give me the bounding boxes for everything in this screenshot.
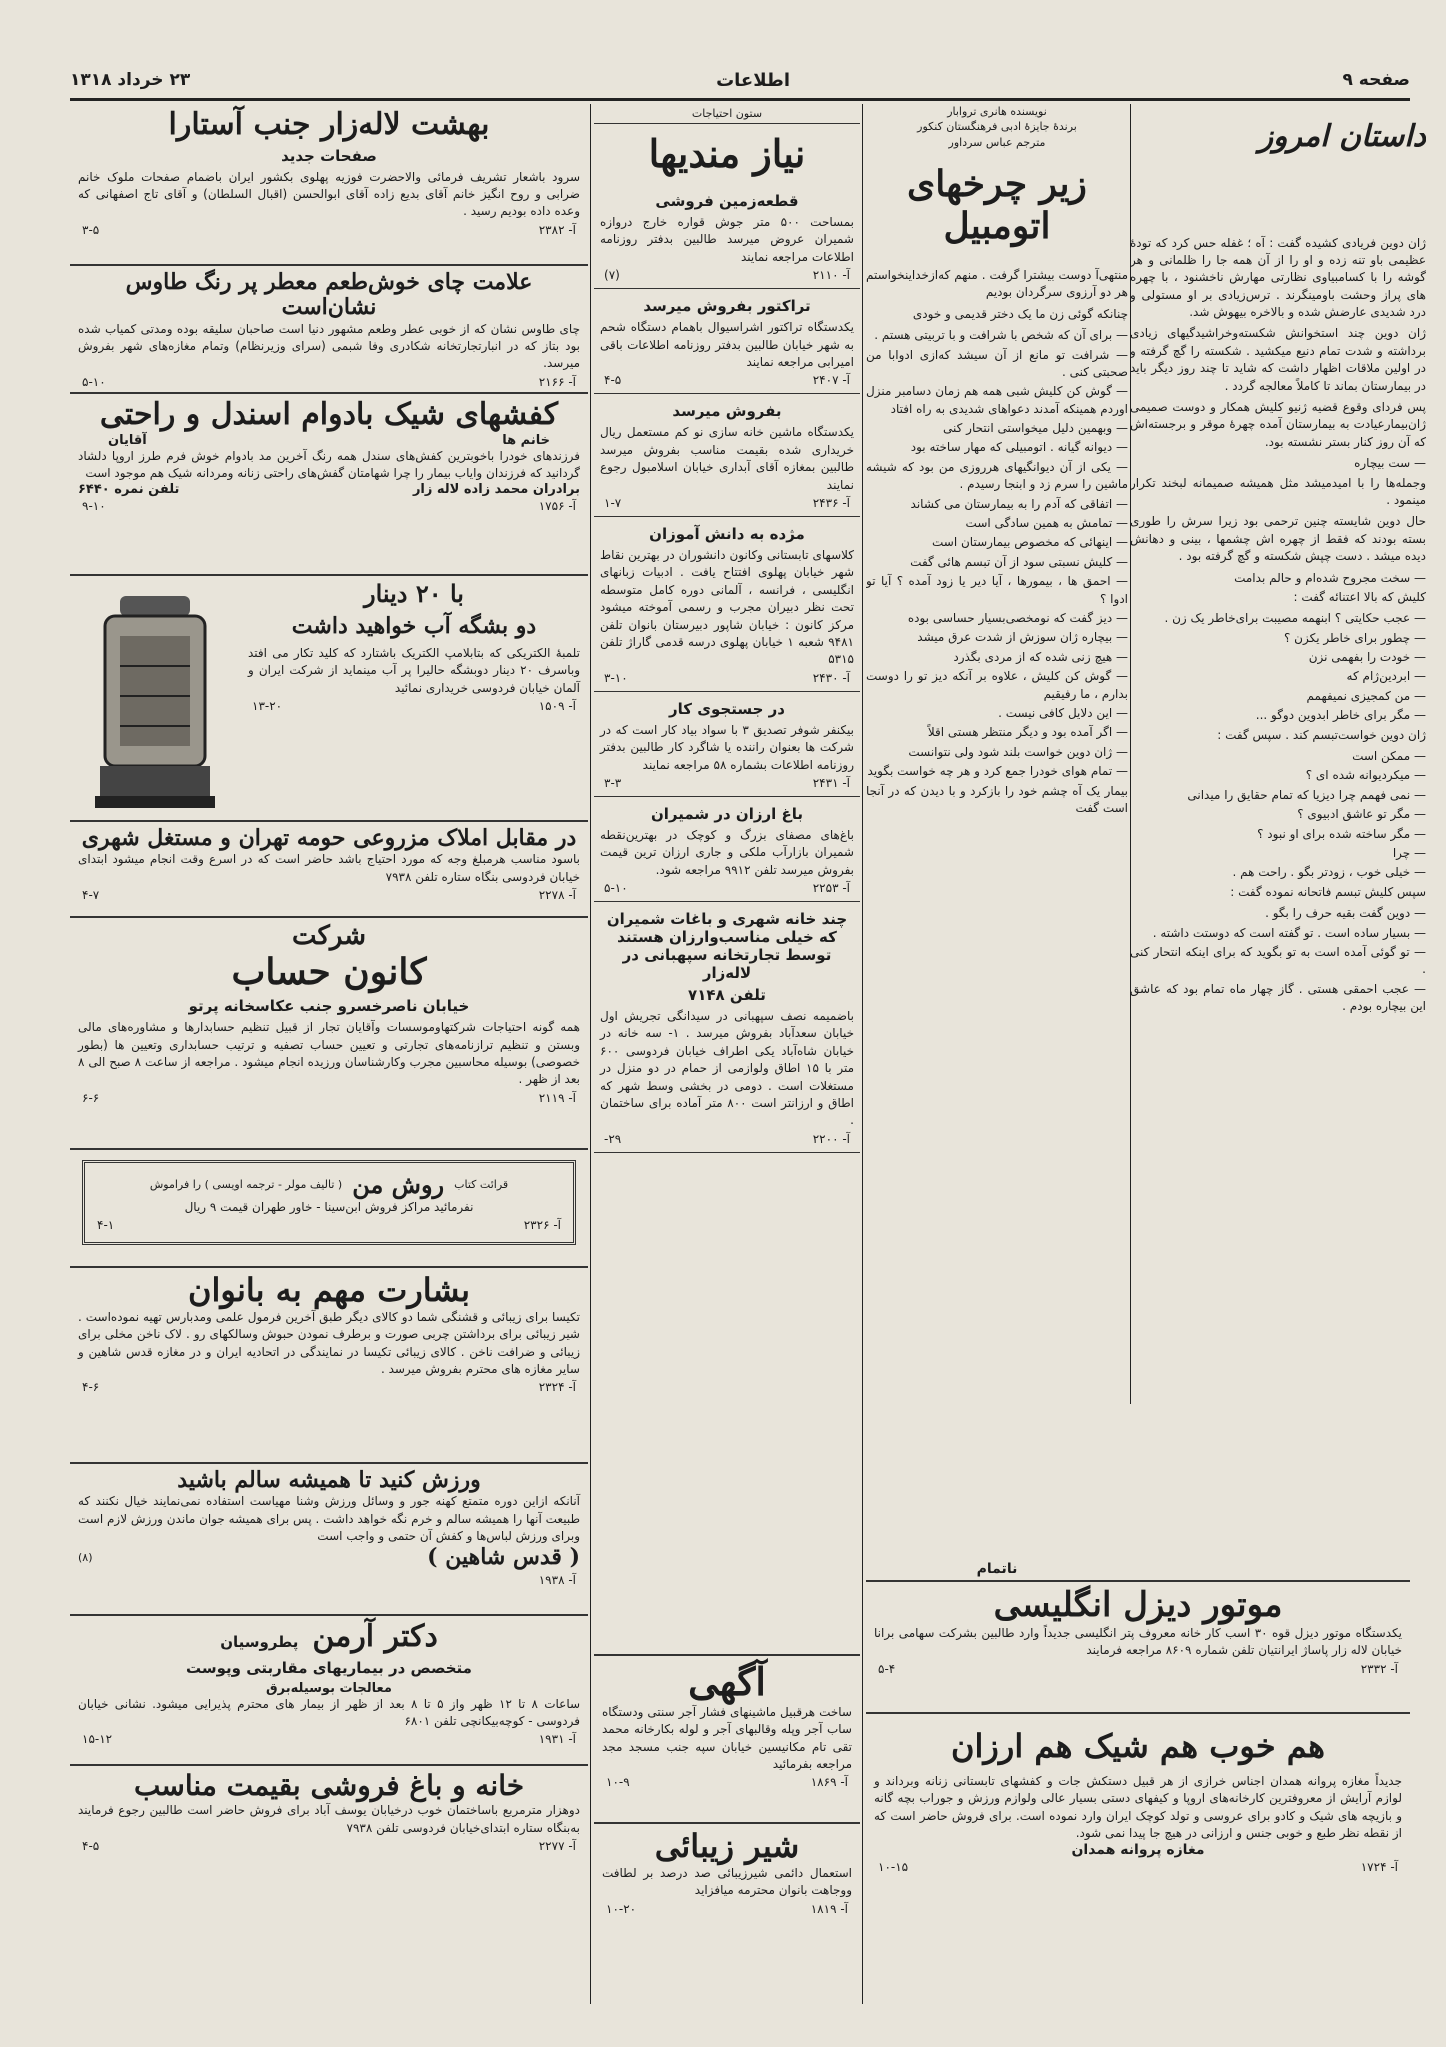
classified-body: بیکنفر شوفر تصدیق ۳ با سواد بیاد کار است که در شرکت ها بعنوان راننده یا شاگرد کار طالبین بدفتر روزنامه اطلاعات بشماره ۵۸ مراجعه نمایند — [600, 722, 854, 772]
classifieds-section: ستون احتیاجات — [594, 104, 860, 124]
classified-code: ۲۹- — [604, 1131, 622, 1146]
ad-loans — [70, 822, 588, 918]
ad-treatment: معالجات بوسیله‌برق — [266, 1680, 392, 1696]
classified-code: ۳-۳ — [604, 775, 622, 790]
ad-body: تلمبهٔ الکتریکی که بتابلامپ الکتریک باشتارد که کلید تکار می افتد وباسرف ۲۰ دینار دوبشگه حالیرا پر آب مینماید از شرکت ایران و آلمان خیابان فردوسی خریداری نمائید — [248, 645, 580, 695]
story-paragraph: حال دوین شایسته چنین ترحمی بود زیرا سرش را طوری بسته بودند که فقط از چهره اش چشمها ، بینی و دهانش دیده میشد . دست چپش شکسته‌ و گچ گرفته بود . — [1130, 514, 1426, 564]
classified-heading: تراکتور بفروش میرسد — [643, 297, 811, 316]
story-paragraph: — اتفاقی که آدم را به بیمارستان می کشاند — [910, 496, 1128, 511]
ad-title: آگهی — [688, 1659, 766, 1705]
col-divider — [590, 104, 591, 2004]
story-paragraph: — تو گوئی آمده است به تو بگوید که برای اینکه انتحار کنی . — [1130, 944, 1426, 977]
story-paragraph: بیمار یک‌ آه چشم خود را بازکرد و با دیدن که در آنجا است گفت — [866, 783, 1128, 815]
ad-ref: آ- ۱۸۶۹ — [810, 1775, 848, 1790]
story-paragraph: — عجب احمقی هستی . گاز چهار ماه تمام بود که عاشق این بیچاره بودم . — [1130, 981, 1426, 1014]
ad-code: ۳-۵ — [82, 222, 100, 237]
ad-title: کفشهای شیک بادوام‌ اسندل و راحتی — [99, 397, 559, 432]
ad-water-pump — [70, 576, 588, 822]
ad-beauty-milk — [594, 1824, 860, 1954]
story-paragraph: — برای آن که شخص با شرافت و با تربیتی هستم . — [874, 328, 1128, 343]
classified-item — [594, 902, 860, 1153]
classified-item — [594, 289, 860, 394]
story-paragraph: — ممکن است — [1352, 749, 1426, 764]
classified-ref: آ- ۲۲۵۳ — [812, 881, 850, 896]
ad-code: ۵-۱۰ — [82, 374, 106, 389]
ad-ref: آ- ۲۲۷۷ — [538, 1838, 576, 1853]
ad-ref: آ- ۱۸۱۹ — [810, 1901, 848, 1916]
story-end-word: ناتمام — [976, 1560, 1018, 1577]
story-paragraph: — تمام‌ هوای خودرا جمع کرد و هر چه خواست بگوید — [867, 764, 1128, 779]
header-rule — [70, 98, 1410, 101]
ad-subtitle: صفحات جدید — [281, 146, 377, 165]
ad-author: ( تالیف مولر - ترجمه اویسی ) را فراموش — [149, 1178, 343, 1192]
classified-heading: چند خانه شهری و باغات شمیران که خیلی مناسب‌وارزان هستند توسط تجارتخانه سپهبانی در لاله‌زار — [606, 910, 848, 983]
story-paragraph: کلیش که بالا اعتنائه گفت : — [1293, 589, 1426, 604]
ad-code: ۶-۶ — [82, 1090, 100, 1105]
ad-tavous-tea — [70, 266, 588, 394]
story-paragraph: — هیچ زنی شده که از مردی بگذرد — [953, 649, 1128, 664]
story-paragraph: — ست بیچاره — [1354, 456, 1426, 471]
story-paragraph: ژان دوین خواست‌تبسم کند . سپس گفت : — [1217, 727, 1426, 742]
story-paragraph: — عجب حکایتی ؟ ابنهمه‌ مصیبت برای‌خاطر یک زن . — [1164, 611, 1426, 626]
ad-code: ۴-۶ — [82, 1380, 100, 1395]
ad-book-ravesh — [70, 1150, 588, 1268]
page-header — [70, 70, 1410, 98]
ads-bottom-right — [866, 1580, 1410, 2002]
story-translator: مترجم عباس سرداور — [948, 135, 1046, 149]
issue-date: ۲۳ خرداد ۱۳۱۸ — [70, 70, 191, 90]
story-paragraph: — بیچاره ژان سوزش از شدت عرق‌ میشد — [917, 630, 1128, 645]
ad-shop: مغازه پروانه همدان — [1071, 1842, 1205, 1859]
ad-title: ورزش کنید تا همیشه سالم باشید — [177, 1467, 481, 1493]
ad-ref: آ- ۲۳۲۴ — [538, 1380, 576, 1395]
ad-shop: ( قدس شاهین ) — [427, 1544, 580, 1571]
story-paragraph: — مگر تو عاشق ادبیوی ؟ — [1297, 807, 1426, 822]
ad-body: سرود باشعار تشریف فرمائی والاحضرت فوزیه پهلوی بکشور ایران باضمام صفحات ملوک خانم ضرابی و روح انگیز خانم آقای بدیع زاده آقای ابوالحسن (اقبال السلطان) و آقای تاج اصفهانی که وعده داده بودیم رسید . — [78, 169, 580, 219]
ad-ref: آ- ۱۹۳۸ — [538, 1572, 576, 1587]
classified-body: بمساحت ۵۰۰ متر جوش قواره خارج دروازه شمیران عروض میرسد طالبین بدفتر روزنامه اطلاعات مراجعه نمایند — [600, 215, 855, 264]
story-paragraph: — تمامش به همین سادگی است — [965, 516, 1128, 531]
ad-ref: آ- ۱۷۵۶ — [538, 499, 576, 514]
classified-ref: آ- ۲۴۰۷ — [812, 373, 850, 388]
story-paragraph: — نمی فهمم چرا دیزیا که تمام حقایق را میدانی — [1187, 787, 1426, 802]
story-byline: نویسنده هانری تروابار — [947, 105, 1047, 118]
ad-subtitle: دو بشگه آب خواهید داشت — [291, 612, 537, 639]
col-divider — [862, 104, 863, 2004]
story-text-left — [866, 267, 1128, 1557]
story-paragraph: وجمله‌ها را با امیدمیشد مثل همیشه صمیمانه لبخند تکرار مینمود . — [1130, 475, 1426, 507]
ad-code: ۱۰-۲۰ — [606, 1901, 637, 1916]
story-paragraph: ژان دوین چند استخوانش شکسته‌وخراشیدگیهای زیادی برداشته و شدت تمام دنیع میکشید . شکسته را گچ گرفته و در اولین ملاقات اظهار داشت که شاید تا چند روز دیگر باید در بیمارستان بماند تا کاملاً معالجه گردد . — [1130, 326, 1426, 393]
ad-body: یکدستگاه موتور دیزل قوه ۳۰ اسب کار خانه معروف پتر انگلیسی جدیداً وارد طالبین بشرکت سهامی برانا خیابان لاله زار پاساژ ایرانتیان تلفن شماره ۸۶۰۹ مراجعه فرمایند — [874, 1626, 1402, 1658]
ad-code: ۴-۵ — [82, 1838, 100, 1853]
ad-title: روش من — [352, 1170, 445, 1199]
newspaper-title: اطلاعات — [716, 70, 790, 91]
classified-item — [594, 692, 860, 797]
story-paragraph: — چطور برای خاطر یکزن ؟ — [1283, 630, 1426, 645]
ad-address: خیابان ناصرخسرو جنب عکاسخانه پرتو — [188, 997, 470, 1016]
ad-diesel-motor — [866, 1582, 1410, 1714]
ad-title: بهشت لاله‌زار جنب آستارا — [168, 107, 490, 142]
classified-phone: تلفن ۷۱۴۸ — [688, 986, 766, 1005]
story-column-right — [1130, 120, 1426, 1400]
story-paragraph: — گوش کن کلیش ، علاوه بر آنکه دیز تو را دوست بدارم ، ما رفیقیم — [866, 669, 1128, 701]
ad-body: دو‌هزار مترمربع باساختمان خوب درخیابان یوسف آباد برای فروش حاضر است طالبین رجوع فرمایند به‌بنگاه ستاره ابتدای‌خیابان فردوسی تلفن ۷۹۳۸ — [78, 1803, 580, 1835]
story-paragraph: — مگر برای خاطر ابدوین دوگو ... — [1255, 708, 1426, 723]
classified-item — [594, 797, 860, 902]
classified-ref: آ- ۲۴۳۶ — [812, 495, 850, 510]
story-paragraph: — شرافت تو مانع از آن سیشد که‌ازی ادوابا من صحبتی کنی . — [866, 347, 1128, 379]
classified-heading: بفروش میرسد — [672, 402, 782, 421]
classified-item — [594, 394, 860, 517]
ad-body: چای طاوس نشان که از خوبی عطر وطعم مشهور دنیا است صاحبان سلیقه بوده ومدتی کمیاب شده بود بتاز که در انبارتجارتخانه شکادری وفا شبمی (سرای وزیرنظام) وتمام مغازه‌های شهر بفروش میرسد. — [78, 321, 580, 371]
ad-code: ۴-۱ — [97, 1217, 115, 1232]
story-paragraph: — چرا — [1392, 846, 1426, 860]
ad-title: دکتر آرمن — [312, 1619, 438, 1654]
story-paragraph: — من کمجیزی نمیفهمم — [1306, 688, 1426, 703]
ad-title-prefix: شرکت — [291, 921, 367, 951]
story-text-right — [1130, 235, 1426, 1016]
ad-code: ۱۰-۱۵ — [878, 1860, 909, 1875]
ad-body: همه گونه احتیاجات شرکتها‌وموسسات وآقایان تجار از قبیل تنظیم حسابدارها و مشاوره‌های مالی وبستن و تنظیم ترازنامه‌های تجارتی و تعیین حساب تصفیه و ترتیب حسابداری وتعیین ها (بطور خصوصی) بوسیله محاسبین مجرب وکارشناسان ورزیده انجام میشود . مراجعه از ساعت ۸ صبح الی ۸ بعد از ظهر . — [78, 1020, 580, 1087]
ad-prefix: قرائت کتاب — [454, 1178, 509, 1192]
story-paragraph: — ژان دوین خواست بلند شود ولی نتوانست — [908, 744, 1128, 759]
ad-body: نفرمائید مراکز فروش ابن‌سینا - خاور طهران قیمت ۹ ریال — [184, 1199, 474, 1214]
classifieds-title: نیاز مندیها — [648, 131, 806, 177]
story-title: زیر چرخهای اتومبیل — [907, 163, 1087, 247]
story-paragraph: پس فردای وقوع قضیه ژنیو کلیش همکار و دوست صمیمی ژان‌بیمارعیادت به بیمارستان آمده چهرهٔ موقر و برجسته‌اش که آن روز کنار بستر نشسته بود. — [1130, 400, 1426, 449]
ad-code: ۵-۴ — [878, 1661, 896, 1676]
section-title: داستان امروز — [1258, 120, 1426, 154]
ad-subtitle-men: آقایان — [108, 432, 147, 448]
classified-code: ۱-۷ — [604, 495, 622, 510]
classified-body: کلاسهای تابستانی وکانون دانشوران در بهترین نقاط شهر خیابان پهلوی افتتاح یافت . ادبیات زبانهای انگلیسی ، فرانسه ، آلمانی دوره کامل متوسطه تحت نظر دبیران مجرب و رسمی آموخته میشود مرکز کانون : خیابان شاپور دبیرستان بانوان تلفن ۹۴۸۱ شعبه ۱ خیابان پهلوی درسه قدمی گاراژ تلفن ۵۳۱۵ — [600, 547, 854, 667]
ad-doctor-armen — [70, 1616, 588, 1766]
ad-parvaneh-hamedan — [866, 1714, 1410, 1994]
story-paragraph: — خودت را بفهمی نزن — [1308, 650, 1426, 665]
story-paragraph: — وبهمین دلیل میخواستی انتحار کنی — [943, 421, 1128, 436]
story-paragraph: — دیز گفت که نومخصی‌بسیار حساسی بوده — [907, 610, 1128, 625]
classified-code: (۷) — [604, 268, 620, 283]
story-paragraph: — کلیش نسبتی سود از آن تبسم هائی گفت — [910, 554, 1128, 569]
page-number: صفحه ۹ — [1342, 70, 1410, 90]
classified-code: ۳-۱۰ — [604, 670, 628, 685]
story-paragraph: — سخت مجروح شده‌ام و حالم بدامت — [1234, 570, 1426, 585]
classified-body: باضمیمه نصف‌ سپهبانی در سیدانگی تجریش اول خیابان سعدآباد بفروش میرسد . ۱- سه خانه در خیابان شاه‌آباد یکی اطراف خیابان فردوسی ۶۰۰ متر با ۱۵ اطاق ولوازمی از حمام در دو منزل در مستغلات است . دومی در بخشی وسط شهر که اطاق و ارزانتر است ۸۰۰ متر آماده برای ساختمان . — [600, 1009, 855, 1128]
classified-code: ۴-۵ — [604, 373, 622, 388]
classified-heading: باغ ارزان در شمیران — [650, 804, 804, 823]
story-paragraph: — اگر آمده بود و دیگر منتظر هستی اقلاً — [927, 725, 1128, 740]
ad-kanoon-hesab — [70, 918, 588, 1150]
ad-tekisa — [70, 1268, 588, 1464]
story-paragraph: — مگر ساخته شده برای او نبود ؟ — [1257, 826, 1426, 841]
story-paragraph: سپس کلیش تبسم فاتحانه نموده گفت : — [1230, 884, 1426, 899]
ad-sport — [70, 1464, 588, 1616]
ad-ref: آ- ۲۱۱۹ — [538, 1090, 576, 1105]
ad-title: هم خوب هم شیک هم ارزان — [951, 1727, 1325, 1765]
ad-ref: آ- ۲۲۷۸ — [538, 888, 576, 903]
story-paragraph: ژان دوین فریادی کشیده گفت : آه ؛ غفله حس کرد که تودهٔ عظیمی باو تنه زده و او را از آن همه جا را ظلمانی و هر گوشه را با کسامبیاوی نظارتی مهارش ناخشنود ، با چهره های پراز وحشت باومینگرند . ترس‌زیادی بر او مستولی و درد شدیدی عارضش شده و بالاخره بیهوش شد. — [1130, 235, 1426, 320]
ad-brick-machine — [594, 1654, 860, 1824]
ad-ref: آ- ۱۵۰۹ — [538, 699, 576, 714]
classified-body: باغ‌های مصفای بزرگ و کوچک در بهترین‌نقطه شمیران بازارآب ملکی و جاری ارزان ترین قیمت بفروش میرسد تلفن ۹۹۱۲ مراجعه شود. — [600, 827, 854, 877]
classified-code: ۵-۱۰ — [604, 881, 628, 896]
ad-title: شیر زیبائی — [654, 1827, 800, 1866]
story-paragraph: — بسیار ساده است . تو گفته است که دوستت داشته . — [1152, 925, 1426, 940]
ad-laleh-zar — [70, 104, 588, 266]
ad-ref: آ- ۲۱۶۶ — [538, 374, 576, 389]
ad-title: با ۲۰ دینار — [363, 579, 464, 608]
ad-body: آنانکه ازاین دوره متمتع کهنه جور و وسائل ورزش وشنا مهیاست استفاده نمی‌نمایند خیال نکنند که طبیعت آنها را همیشه سالم و خرم نگه خواهد داشت . پس برای همیشه جوان ماندن ورزش لازم است وبرای ورزش لباس‌ها و کفش آن حتمی و واجب است — [78, 1494, 580, 1544]
story-paragraph: — یکی از آن دیوانگیهای هرروزی من بود که شیشه ماشین را سرم زد و ابنجا رسیدم . — [866, 459, 1128, 492]
ad-ref: آ- ۲۳۸۲ — [538, 222, 576, 237]
ad-title: بشارت مهم به بانوان — [188, 1271, 470, 1309]
ad-shoes — [70, 394, 588, 576]
story-paragraph: — ابردین‌ژ‌ام که — [1346, 669, 1426, 684]
story-paragraph: — گوش کن کلیش شبی همه هم زمان دسامبر منزل اوردم همینکه آمدند‌ دعواهای شدیدی به راه افتاد — [866, 384, 1128, 416]
story-paragraph: منتهی‌آ دوست بیشترا گرفت . منهم که‌از‌خداینخواستم‌ هر دو آرزوی سرگردان بودیم — [866, 267, 1128, 300]
story-paragraph: — دوین گفت بقیه حرف را بگو . — [1265, 906, 1426, 921]
ad-body: ساعات ۸ تا ۱۲ ظهر واز ۵ تا ۸ بعد از ظهر از بیمار های محترم پذیرایی میشود. نشانی خیابان فردوسی - کوچه‌بیکانچی تلفن ۶۸۰۱ — [78, 1696, 581, 1728]
ad-code: ۱۳-۲۰ — [252, 699, 283, 714]
ad-body: فرزندهای خودرا باخوبترین کفش‌های سندل همه رنگ آخرین مد بادوام خوش فرم طرز اروپا دلشاد گردانید که فرزندان وایاب بیمار را چرا شهامتان گفش‌های راحتی زنانه ومردانه شیک هم موجود است — [78, 448, 580, 480]
ad-phone: تلفن نمره ۶۴۴۰ — [78, 482, 180, 498]
ad-code: ۱۵-۱۲ — [82, 1732, 113, 1747]
ad-ref: آ- ۲۳۲۶ — [523, 1217, 561, 1232]
classified-item — [594, 184, 860, 289]
classifieds-column — [594, 104, 860, 2004]
ad-ref: آ- ۱۷۲۴ — [1360, 1860, 1398, 1875]
classified-item — [594, 517, 860, 692]
classified-body: یکدستگاه ماشین خانه سازی نو کم‌ مستعمل ریال خریداری شده بقیمت مناسب بفروش میرسد طالبین بمغازه آقای آبداری خیابان اسلامبول رجوع نمایند — [600, 425, 854, 492]
ad-title: در مقابل املاک مزروعی حومه تهران و مستغل شهری — [81, 825, 577, 851]
ad-code: ۴-۷ — [82, 888, 100, 903]
classified-ref: آ- ۲۲۰۰ — [812, 1131, 850, 1146]
ad-ref: آ- ۲۳۳۲ — [1360, 1661, 1398, 1676]
ad-title: موتور دیزل انگلیسی — [993, 1585, 1283, 1625]
story-paragraph: چنانکه گوئی زن ما یک دختر قدیمی و خودی — [912, 306, 1128, 321]
ad-subtitle-women: خانم ها — [502, 432, 550, 448]
classified-heading: مژده به دانش آموزان — [649, 524, 805, 543]
ad-ref: آ- ۱۹۳۱ — [538, 1732, 576, 1747]
ad-code: ۹-۱۰ — [82, 499, 106, 514]
ad-body: باسود مناسب هرمبلغ وجه که مورد احتیاج باشد حاضر است که در اسرع وقت انجام میشود ابتدای خیابان فردوسی بنگاه ستاره تلفن ۷۹۳۸ — [78, 852, 580, 884]
classified-list — [594, 184, 860, 1654]
water-pump-illustration-icon — [80, 586, 230, 816]
ad-house-garden — [70, 1766, 588, 1878]
classified-ref: آ- ۲۴۳۰ — [812, 670, 850, 685]
classified-heading: در جستجوی کار — [669, 699, 785, 718]
classified-body: یکدستگاه تراکتور اشراسیوال باهمام دستگاه شحم به شهر خیابان طالبین بدفتر روزنامه اطلاعات باقی امیرابی مراجعه نمایند — [600, 320, 854, 370]
story-paragraph: — این دلایل کافی نیست . — [998, 705, 1128, 720]
ad-body: تکیسا برای‌ زیبائی و قشنگی‌ شما دو کالای‌ دیگر طبق آخرین‌ فرمول علمی‌ ومدبارس‌ تهیه‌ نموده‌است . شیر زیبائی برای برداشتن چربی صورت و برطرف نمودن حبوش وسالکهای رو . لاک ناخن مخلی برای زیبائی و ضرافت ناخن . کالای زیبائی تکیسا در نمایندگی در اتحادیه ایران و در مغازه قدس شاهین و سایر مغازه های محترم بفروش میرسد . — [78, 1309, 580, 1376]
story-paragraph: — احمق ها ، بیمورها ، آیا دیر یا زود آمده ؟ آیا تو ادوا ؟ — [866, 574, 1128, 606]
classified-heading: قطعه‌زمین فروشی — [655, 192, 799, 211]
story-paragraph: — اینهائی که مخصوص بیمارستان است — [932, 535, 1128, 550]
ad-number: (۸) — [78, 1551, 93, 1565]
story-paragraph: — دیوانه گیانه . اتومبیلی که مهار ساخته بود — [910, 440, 1128, 455]
ad-body: استعمال دائمی شیرزیبائی صد درصد بر لطافت ووجاهت بانوان محترمه میافزاید — [602, 1865, 852, 1898]
story-prize-line: برندهٔ جایزهٔ ادبی فرهنگستان کنکور — [917, 120, 1077, 134]
story-paragraph: — میکردیوانه شده ای ؟ — [1305, 768, 1426, 783]
ad-title: علامت چای خوش‌طعم معطر پر رنگ طاوس نشان‌است — [125, 269, 533, 321]
ad-code: ۱۰-۹ — [606, 1775, 630, 1790]
ad-surname: پطروسیان — [220, 1632, 299, 1651]
ad-shop: برادران محمد زاده لاله زار — [412, 482, 580, 498]
ad-body: ساخت هرقبیل ماشینهای فشار آجر سنتی ودستگاه ساب آجر وپله وقالبهای آجر و لوله بکارخانه محمد تقی تام مکانیسین خیابان سپه جنب مسجد مجد مراجعه بفرمائید — [602, 1704, 852, 1771]
ad-specialty: متخصص در بیماریهای مقاربتی وپوست — [186, 1658, 472, 1677]
ad-title: کانون حساب — [231, 950, 427, 993]
ad-body: جدیداً مغازه پروانه همدان اجناس خرازی از هر قبیل دستکش جات و کفشهای تابستانی زنانه وبرداند و لوازم آرایش از معروفترین کارخانه‌های اروپا و کیفهای دستی بسیار عالی ولوازم ورزش و جوراب بچه گانه و بازیچه های شیک و کادو برای عروسی و تولد کوچک ایران وارد نموده است. برای فروش حاضر است که از نقطه نظر طبع و خوبی جنس و ارزانی در هیچ جا پیدا نمی شود. — [874, 1773, 1402, 1840]
ads-column-left — [70, 104, 588, 2004]
story-paragraph: — خیلی خوب ، زودتر بگو . راحت هم . — [1232, 865, 1426, 880]
classified-ref: آ- ۲۱۱۰ — [812, 268, 850, 283]
classified-ref: آ- ۲۴۳۱ — [812, 775, 850, 790]
ad-title: خانه و باغ فروشی بقیمت مناسب — [133, 1769, 525, 1802]
